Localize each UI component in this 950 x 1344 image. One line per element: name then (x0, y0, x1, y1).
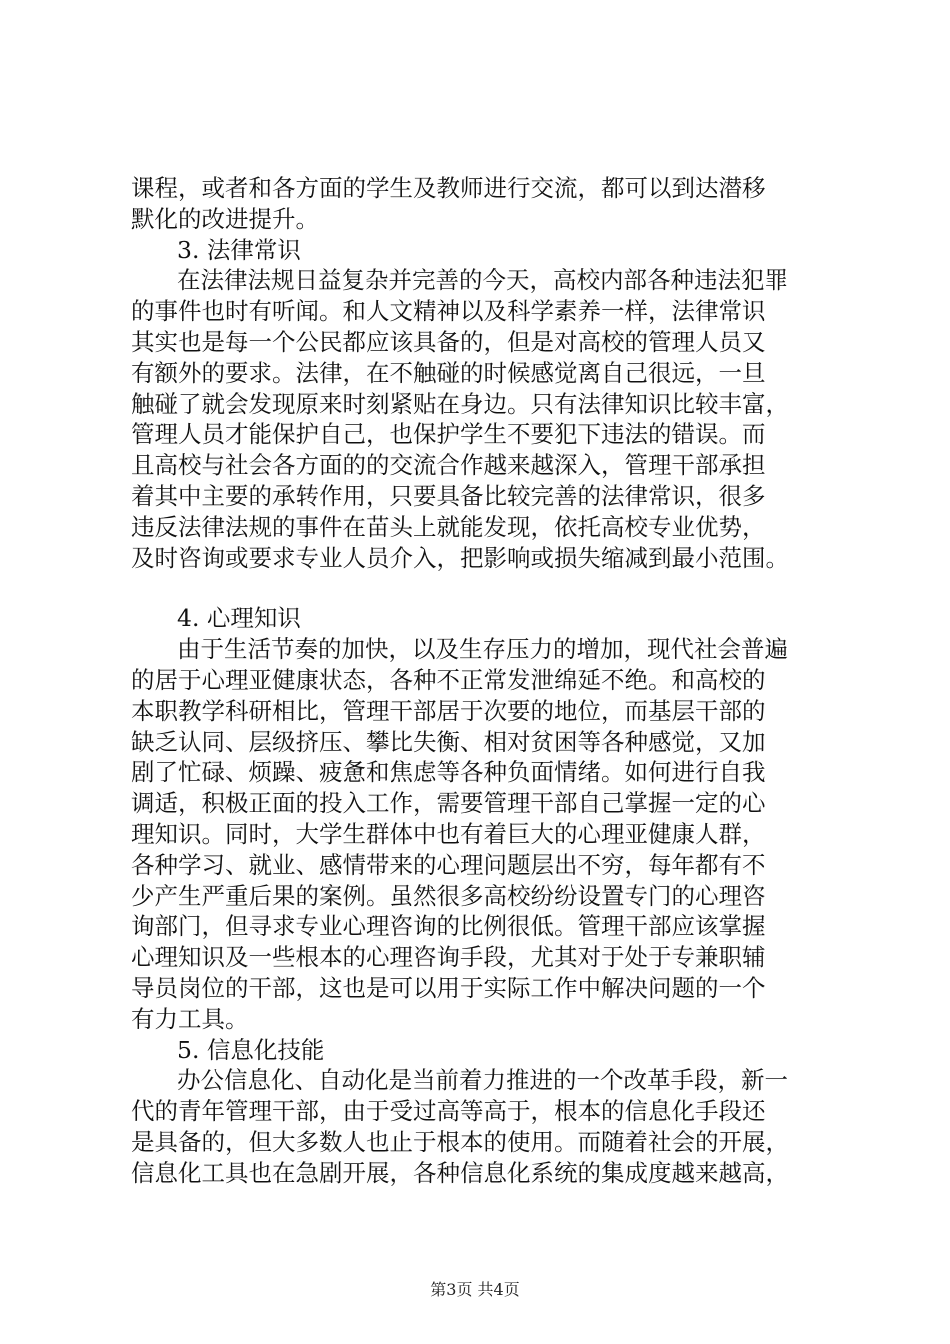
section-heading-psychology: 4. 心理知识 (177, 604, 301, 633)
text-line: 询部门，但寻求专业心理咨询的比例很低。管理干部应该掌握 (131, 912, 766, 941)
text-line: 其实也是每一个公民都应该具备的，但是对高校的管理人员又 (131, 327, 766, 356)
section-heading-law: 3. 法律常识 (177, 235, 301, 264)
text-line: 代的青年管理干部，由于受过高等高于，根本的信息化手段还 (131, 1097, 766, 1126)
paragraph-gap (131, 573, 851, 603)
text-line: 违反法律法规的事件在苗头上就能发现，依托高校专业优势， (131, 512, 766, 541)
text-line: 剧了忙碌、烦躁、疲惫和焦虑等各种负面情绪。如何进行自我 (131, 758, 766, 787)
document-body (131, 173, 851, 1189)
text-line: 是具备的，但大多数人也止于根本的使用。而随着社会的开展， (131, 1127, 789, 1156)
text-line: 有额外的要求。法律，在不触碰的时候感觉离自己很远，一旦 (131, 358, 766, 387)
text-line: 的居于心理亚健康状态，各种不正常发泄绵延不绝。和高校的 (131, 665, 766, 694)
text-line: 少产生严重后果的案例。虽然很多高校纷纷设置专门的心理咨 (131, 881, 766, 910)
text-line: 的事件也时有听闻。和人文精神以及科学素养一样，法律常识 (131, 297, 766, 326)
text-line: 课程，或者和各方面的学生及教师进行交流，都可以到达潜移 (131, 174, 766, 202)
text-line: 由于生活节奏的加快，以及生存压力的增加，现代社会普遍 (177, 635, 788, 664)
text-line: 默化的改进提升。 (131, 204, 319, 233)
text-line: 触碰了就会发现原来时刻紧贴在身边。只有法律知识比较丰富， (131, 389, 789, 418)
text-line: 着其中主要的承转作用，只要具备比较完善的法律常识，很多 (131, 481, 766, 510)
text-line: 在法律法规日益复杂并完善的今天，高校内部各种违法犯罪 (177, 266, 788, 295)
text-line: 本职教学科研相比，管理干部居于次要的地位，而基层干部的 (131, 696, 766, 725)
text-line: 办公信息化、自动化是当前着力推进的一个改革手段，新一 (177, 1066, 788, 1095)
text-line: 管理人员才能保护自己，也保护学生不要犯下违法的错误。而 (131, 420, 766, 449)
text-line: 调适，积极正面的投入工作，需要管理干部自己掌握一定的心 (131, 789, 766, 818)
text-line: 心理知识及一些根本的心理咨询手段，尤其对于处于专兼职辅 (131, 943, 766, 972)
text-line: 有力工具。 (131, 1004, 249, 1033)
text-line: 理知识。同时，大学生群体中也有着巨大的心理亚健康人群， (131, 819, 766, 848)
page-footer: 第3页 共4页 (430, 1280, 520, 1299)
text-line: 导员岗位的干部，这也是可以用于实际工作中解决问题的一个 (131, 973, 766, 1002)
text-line: 且高校与社会各方面的的交流合作越来越深入，管理干部承担 (131, 451, 766, 480)
text-line: 缺乏认同、层级挤压、攀比失衡、相对贫困等各种感觉，又加 (131, 727, 766, 756)
text-line: 各种学习、就业、感情带来的心理问题层出不穷，每年都有不 (131, 850, 766, 879)
section-heading-it-skills: 5. 信息化技能 (177, 1035, 325, 1064)
text-line: 及时咨询或要求专业人员介入，把影响或损失缩减到最小范围。 (131, 543, 789, 572)
text-line: 信息化工具也在急剧开展，各种信息化系统的集成度越来越高， (131, 1158, 789, 1187)
